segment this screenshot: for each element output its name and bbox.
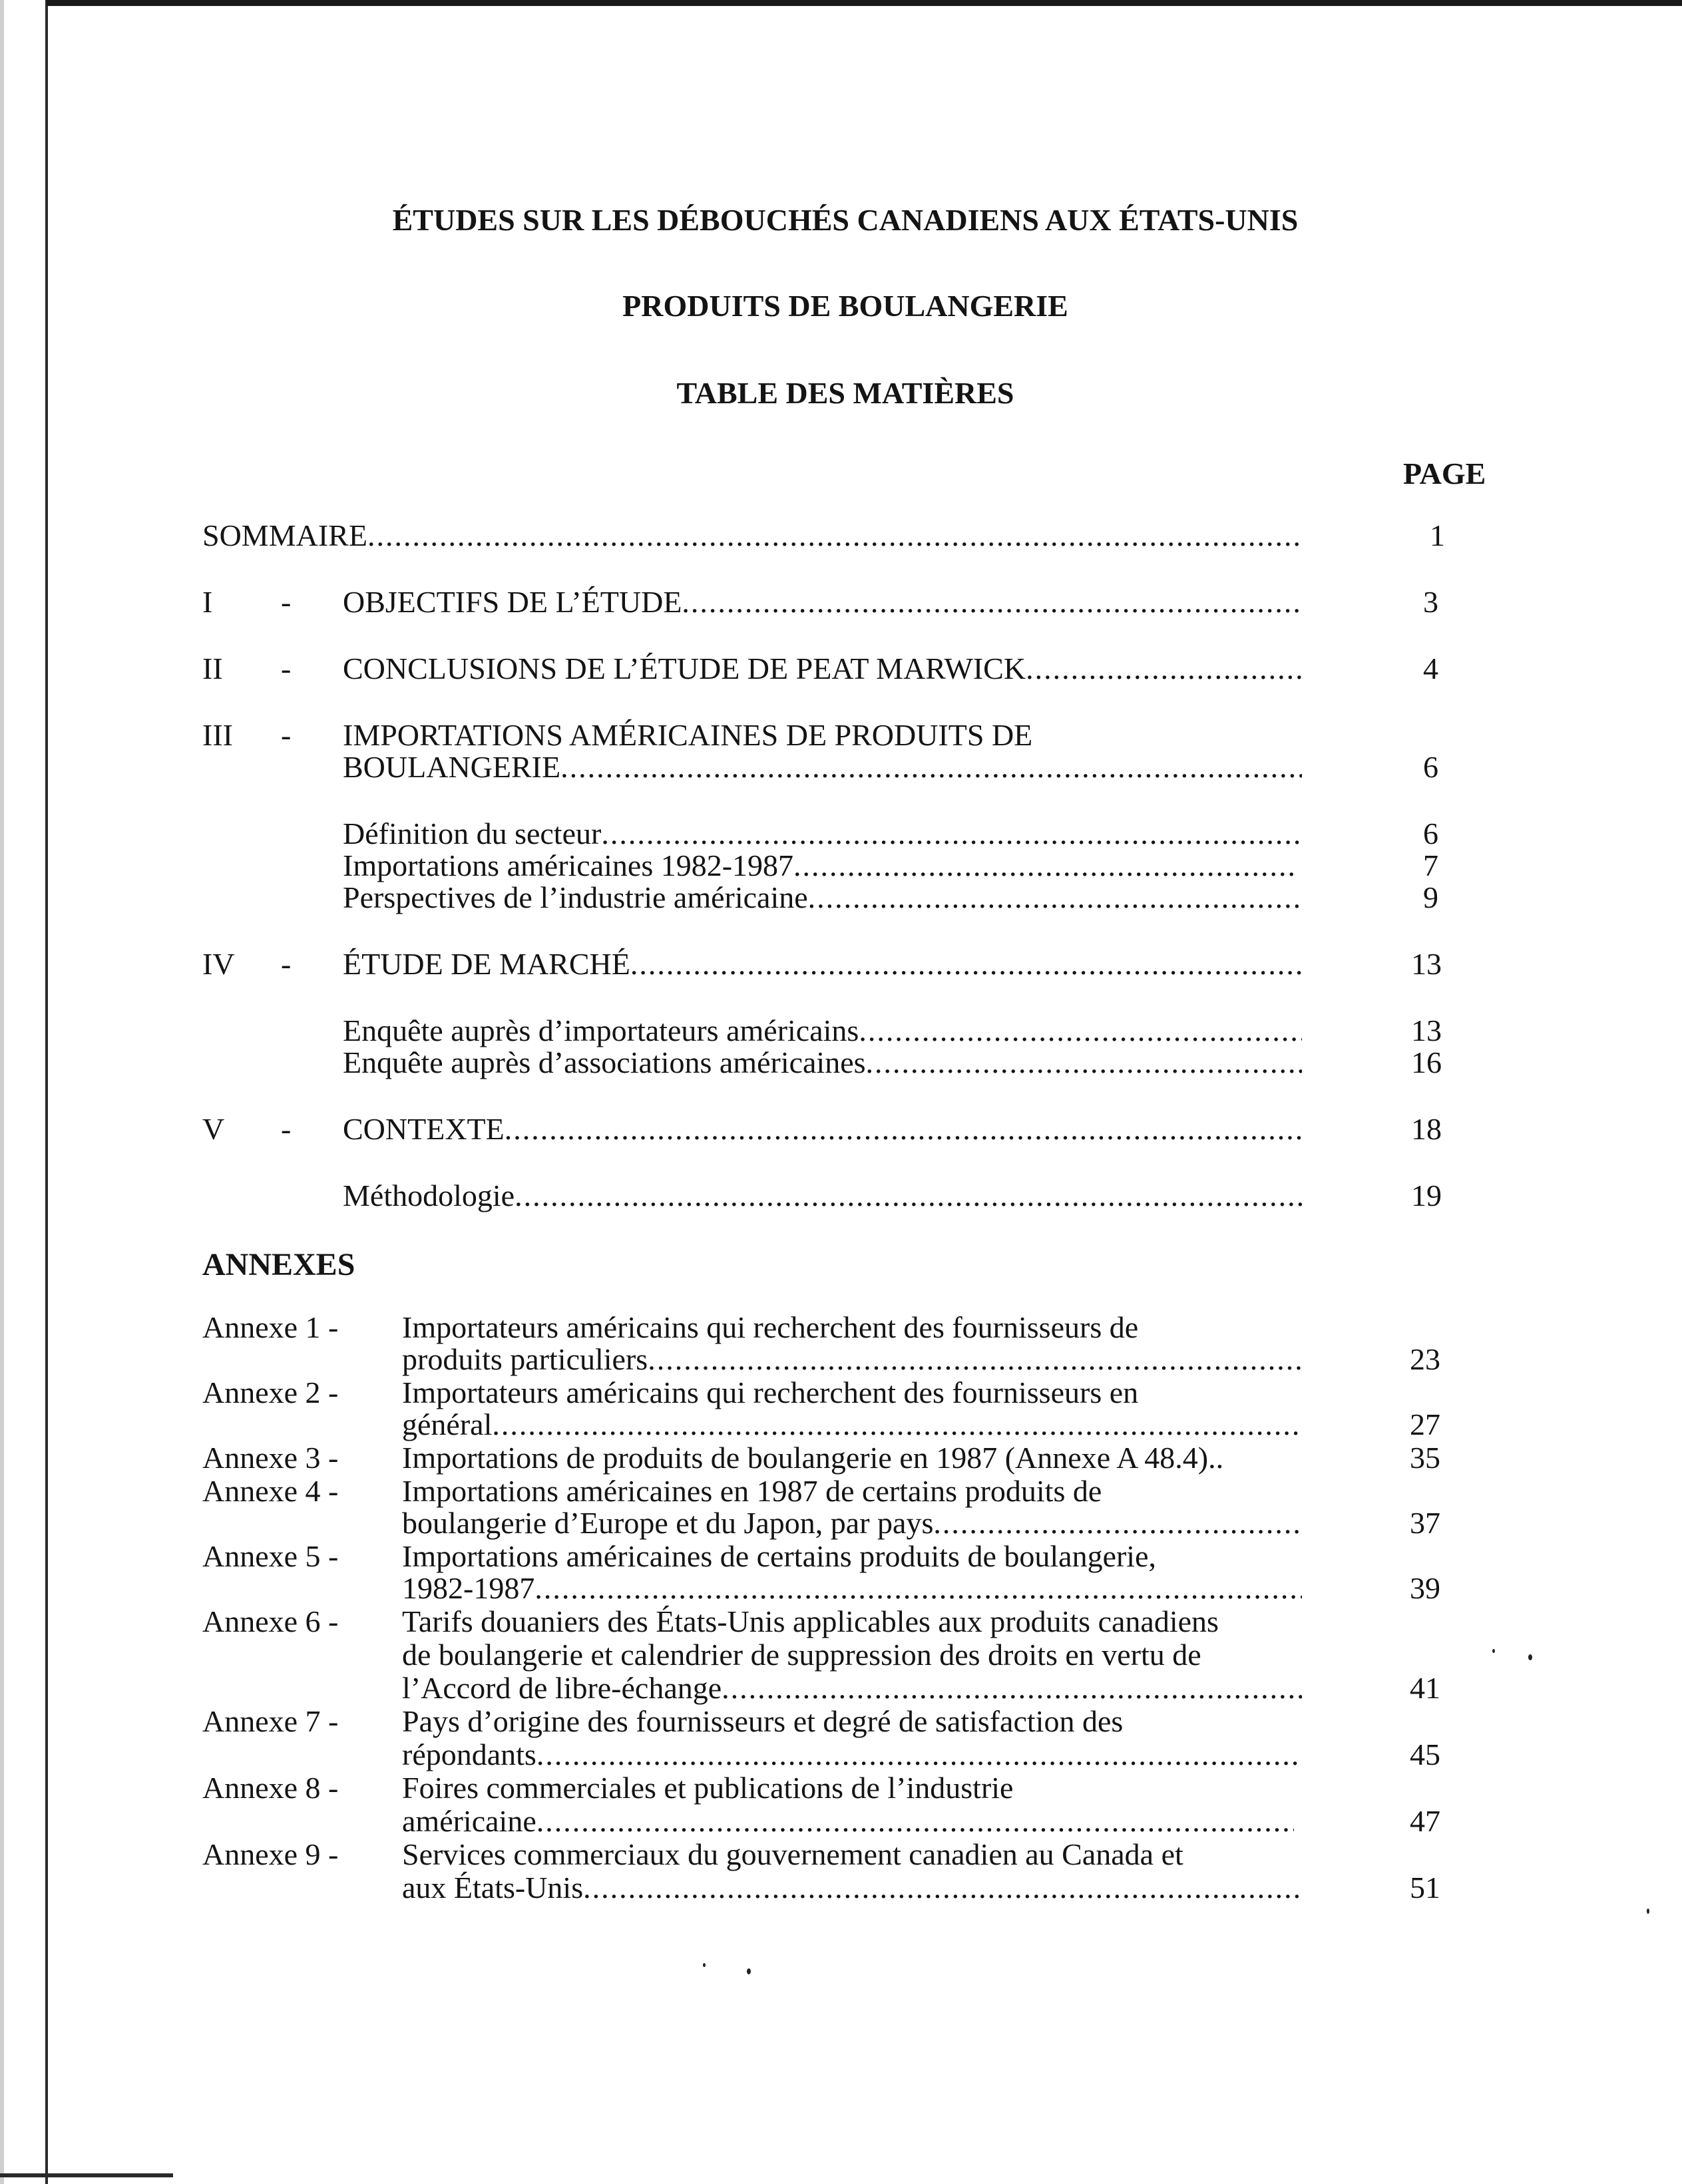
- section-numeral: III: [202, 718, 233, 752]
- toc-page-number: 35: [1410, 1441, 1440, 1475]
- toc-subentry[interactable]: [343, 881, 1302, 914]
- toc-annex-entry[interactable]: [402, 1572, 1302, 1605]
- leader-dots: [859, 1014, 1302, 1047]
- toc-entry-importations[interactable]: [343, 751, 1302, 784]
- leader-dots: [536, 1738, 1302, 1771]
- annex-name: Annexe 7 -: [202, 1704, 339, 1738]
- toc-entry-label: Enquête auprès d’associations américaines: [343, 1046, 866, 1079]
- leader-dots: [601, 817, 1302, 850]
- scan-edge: [0, 0, 4, 2184]
- page-column-header: PAGE: [1403, 456, 1486, 490]
- section-numeral: IV: [202, 947, 235, 981]
- toc-page-number: 45: [1410, 1737, 1440, 1771]
- toc-page-number: 7: [1423, 848, 1438, 882]
- toc-annex-entry[interactable]: [402, 1871, 1302, 1905]
- toc-page-number: 41: [1410, 1671, 1440, 1705]
- section-numeral: V: [202, 1112, 225, 1146]
- toc-entry-label: IMPORTATIONS AMÉRICAINES DE PRODUITS DE: [343, 718, 1033, 752]
- section-dash: -: [281, 585, 292, 619]
- scan-speck: [1492, 1649, 1495, 1653]
- leader-dots: [492, 1408, 1302, 1441]
- scan-speck: [747, 1968, 751, 1974]
- annex-title: Importateurs américains qui recherchent des fournisseurs en: [402, 1375, 1139, 1409]
- scan-top-border: [47, 0, 1682, 6]
- toc-page-number: 16: [1411, 1045, 1442, 1079]
- leader-dots: [793, 849, 1295, 882]
- toc-page-number: 6: [1423, 817, 1438, 850]
- annex-name: Annexe 8 -: [202, 1771, 339, 1805]
- document-title: ÉTUDES SUR LES DÉBOUCHÉS CANADIENS AUX ÉTATS-UNIS: [392, 203, 1299, 237]
- leader-dots: [367, 519, 1302, 552]
- toc-entry-label: l’Accord de libre-échange: [402, 1672, 722, 1705]
- leader-dots: [534, 1572, 1302, 1605]
- toc-entry-label: américaine: [402, 1805, 536, 1838]
- toc-page-number: 3: [1423, 585, 1438, 619]
- toc-title: TABLE DES MATIÈRES: [676, 376, 1014, 410]
- annex-title: Foires commerciales et publications de l’industrie: [402, 1771, 1014, 1805]
- leader-dots: [505, 1113, 1302, 1146]
- toc-entry-sommaire[interactable]: [202, 519, 1302, 552]
- toc-annex-entry[interactable]: [402, 1408, 1302, 1441]
- toc-page-number: 18: [1411, 1112, 1442, 1146]
- toc-subentry[interactable]: [343, 849, 1295, 882]
- scan-speck: [1647, 1909, 1649, 1914]
- toc-page-number: 19: [1411, 1179, 1442, 1212]
- scan-speck: [1528, 1654, 1532, 1660]
- leader-dots: [866, 1046, 1302, 1079]
- annex-name: Annexe 3 -: [202, 1441, 339, 1475]
- toc-entry-contexte[interactable]: [343, 1113, 1302, 1146]
- leader-dots: [630, 948, 1302, 981]
- toc-entry-label: produits particuliers: [402, 1343, 648, 1376]
- annexes-heading: ANNEXES: [202, 1247, 355, 1282]
- section-numeral: II: [202, 651, 223, 685]
- leader-dots: [933, 1507, 1302, 1540]
- annex-title: Tarifs douaniers des États-Unis applicables aux produits canadiens: [402, 1604, 1219, 1638]
- section-dash: -: [281, 651, 292, 685]
- annex-title: Services commerciaux du gouvernement canadien au Canada et: [402, 1837, 1183, 1871]
- toc-entry-objectifs[interactable]: [343, 586, 1302, 619]
- leader-dots: [722, 1672, 1302, 1705]
- toc-annex-entry[interactable]: [402, 1738, 1302, 1771]
- scan-speck: [703, 1963, 706, 1967]
- toc-entry-label: BOULANGERIE: [343, 751, 561, 784]
- toc-page-number: 9: [1423, 880, 1438, 914]
- leader-dots: [536, 1805, 1294, 1838]
- leader-dots: [682, 586, 1302, 619]
- toc-annex-entry[interactable]: [402, 1507, 1302, 1540]
- toc-page-number: 47: [1410, 1804, 1440, 1838]
- toc-annex-entry[interactable]: [402, 1343, 1302, 1376]
- section-dash: -: [281, 718, 292, 752]
- toc-entry-label: OBJECTIFS DE L’ÉTUDE: [343, 586, 682, 619]
- toc-page-number: 1: [1430, 518, 1445, 552]
- toc-entry-etude-de-marche[interactable]: [343, 948, 1302, 981]
- toc-entry-label: Importations américaines 1982-1987: [343, 849, 794, 882]
- section-dash: -: [281, 947, 292, 981]
- annex-title: Importateurs américains qui recherchent des fournisseurs de: [402, 1310, 1139, 1344]
- annex-title[interactable]: Importations de produits de boulangerie en 1987 (Annexe A 48.4)..: [402, 1441, 1224, 1475]
- toc-subentry[interactable]: [343, 1046, 1302, 1079]
- toc-page-number: 23: [1410, 1342, 1440, 1376]
- toc-entry-label: Définition du secteur: [343, 817, 602, 850]
- toc-entry-label: SOMMAIRE: [202, 519, 367, 552]
- toc-page-number: 27: [1410, 1407, 1440, 1441]
- toc-annex-entry[interactable]: [402, 1672, 1302, 1705]
- toc-entry-label: aux États-Unis: [402, 1871, 584, 1905]
- toc-page-number: 13: [1411, 1013, 1442, 1047]
- scan-left-border: [45, 0, 48, 2184]
- annex-name: Annexe 1 -: [202, 1310, 339, 1344]
- toc-entry-label: Méthodologie: [343, 1179, 515, 1212]
- toc-entry-label: 1982-1987: [402, 1572, 535, 1605]
- toc-entry-label: boulangerie d’Europe et du Japon, par pays: [402, 1507, 934, 1540]
- annex-name: Annexe 9 -: [202, 1837, 339, 1871]
- toc-entry-label: Perspectives de l’industrie américaine: [343, 881, 808, 914]
- leader-dots: [583, 1871, 1302, 1905]
- annex-title: de boulangerie et calendrier de suppression des droits en vertu de: [402, 1638, 1201, 1672]
- toc-subentry[interactable]: [343, 1014, 1302, 1047]
- leader-dots: [560, 751, 1302, 784]
- annex-title: Importations américaines en 1987 de certains produits de: [402, 1474, 1102, 1508]
- toc-page-number: 39: [1410, 1571, 1440, 1605]
- toc-annex-entry[interactable]: [402, 1805, 1294, 1838]
- document-subtitle: PRODUITS DE BOULANGERIE: [622, 289, 1068, 323]
- toc-entry-conclusions[interactable]: [343, 652, 1302, 685]
- annex-name: Annexe 6 -: [202, 1604, 339, 1638]
- toc-page-number: 37: [1410, 1506, 1440, 1540]
- annex-name: Annexe 5 -: [202, 1539, 339, 1573]
- leader-dots: [515, 1179, 1302, 1212]
- annex-name: Annexe 2 -: [202, 1375, 339, 1409]
- toc-entry-label: répondants: [402, 1738, 536, 1771]
- toc-subentry[interactable]: [343, 1179, 1302, 1212]
- leader-dots: [648, 1343, 1302, 1376]
- scan-bottom-border: [0, 2173, 173, 2177]
- toc-entry-label: CONCLUSIONS DE L’ÉTUDE DE PEAT MARWICK: [343, 652, 1026, 685]
- annex-title: Importations américaines de certains produits de boulangerie,: [402, 1539, 1156, 1573]
- leader-dots: [808, 881, 1302, 914]
- annex-name: Annexe 4 -: [202, 1474, 339, 1508]
- toc-page-number: 51: [1410, 1871, 1440, 1905]
- annex-title: Pays d’origine des fournisseurs et degré de satisfaction des: [402, 1704, 1124, 1738]
- toc-entry-label: général: [402, 1408, 493, 1441]
- section-dash: -: [281, 1112, 292, 1146]
- toc-subentry[interactable]: [343, 817, 1302, 850]
- leader-dots: [1026, 652, 1302, 685]
- toc-page-number: 13: [1411, 947, 1442, 981]
- toc-page-number: 4: [1423, 651, 1438, 685]
- toc-entry-label: ÉTUDE DE MARCHÉ: [343, 948, 630, 981]
- toc-page-number: 6: [1423, 750, 1438, 784]
- toc-entry-label: Enquête auprès d’importateurs américains: [343, 1014, 859, 1047]
- toc-entry-label: CONTEXTE: [343, 1113, 505, 1146]
- section-numeral: I: [202, 585, 213, 619]
